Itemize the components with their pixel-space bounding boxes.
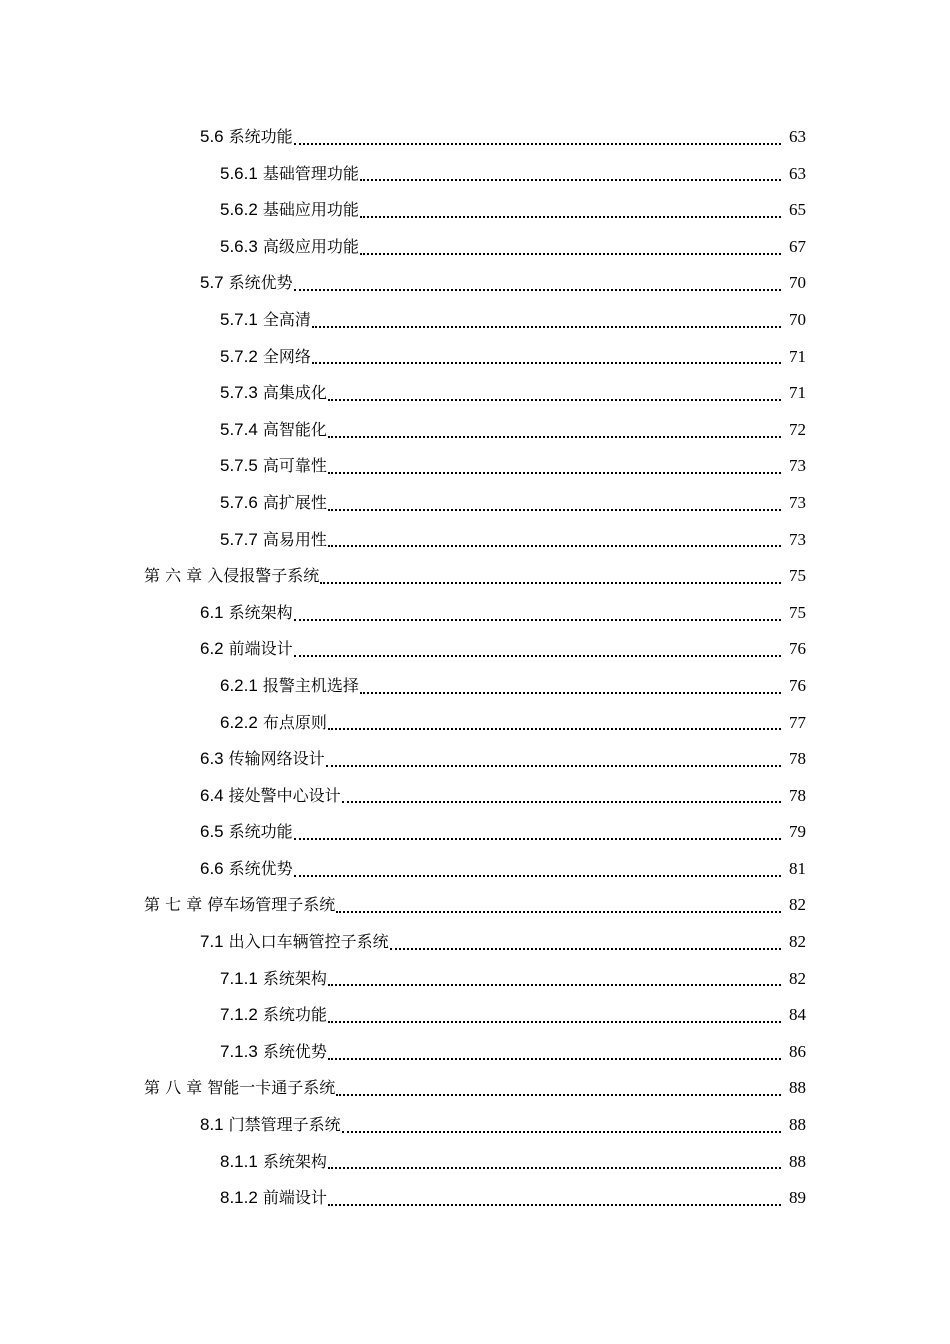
toc-dot-leader (320, 581, 781, 584)
toc-entry-label (200, 595, 293, 632)
toc-entry[interactable] (0, 375, 950, 412)
toc-entry-line (220, 522, 950, 559)
toc-entry-line (144, 887, 950, 924)
toc-dot-leader (360, 691, 781, 694)
toc-entry-line (220, 1144, 950, 1181)
toc-dot-leader (328, 983, 781, 986)
toc-entry[interactable] (0, 522, 950, 559)
toc-page-number: 78 (789, 785, 806, 805)
toc-entry-label (200, 851, 293, 888)
toc-entry[interactable] (0, 1107, 950, 1144)
toc-entry-line (220, 192, 950, 229)
toc-entry-label (220, 412, 327, 449)
toc-entry-line (220, 448, 950, 485)
toc-entry-label (200, 814, 293, 851)
toc-entry-title: 高智能化 (262, 419, 327, 439)
toc-entry-title: 系统功能 (228, 127, 293, 146)
toc-entry-label (220, 522, 327, 559)
toc-chapter-entry[interactable] (0, 1070, 950, 1107)
toc-page-number: 88 (789, 1151, 806, 1171)
toc-dot-leader (336, 910, 781, 913)
toc-chapter-title: 第 七 章 停车场管理子系统 (144, 895, 336, 915)
toc-page-number: 84 (789, 1005, 806, 1025)
toc-entry-line (220, 997, 950, 1034)
toc-entry-label (220, 375, 327, 412)
toc-entry-number: 5.7.1 (220, 309, 258, 329)
toc-entry-label (144, 558, 319, 595)
toc-entry-line (200, 1107, 950, 1144)
toc-chapter-title: 第 八 章 智能一卡通子系统 (144, 1078, 336, 1098)
toc-entry-title: 高集成化 (262, 383, 327, 403)
toc-chapter-entry[interactable] (0, 558, 950, 595)
toc-dot-leader (328, 1203, 781, 1206)
toc-entry[interactable] (0, 412, 950, 449)
toc-entry[interactable] (0, 741, 950, 778)
toc-entry[interactable] (0, 192, 950, 229)
toc-entry-label (220, 1180, 327, 1217)
toc-entry[interactable] (0, 339, 950, 376)
toc-entry-number: 7.1.1 (220, 968, 258, 988)
toc-dot-leader (328, 508, 781, 511)
toc-entry-title: 高可靠性 (262, 456, 327, 476)
toc-entry-title: 传输网络设计 (228, 749, 325, 769)
toc-entry-title: 全高清 (262, 309, 311, 329)
toc-entry-number: 5.6.3 (220, 236, 258, 256)
toc-entry-line (220, 156, 950, 193)
toc-entry-label (200, 1107, 341, 1144)
toc-entry-label (220, 229, 359, 266)
toc-entry-line (144, 1070, 950, 1107)
toc-entry-label (220, 668, 359, 705)
toc-page-number: 70 (789, 309, 806, 329)
toc-entry-title: 出入口车辆管控子系统 (228, 932, 389, 952)
toc-entry[interactable] (0, 595, 950, 632)
toc-dot-leader (294, 288, 781, 291)
toc-entry-line (200, 595, 950, 632)
toc-entry-number: 8.1.2 (220, 1188, 258, 1208)
toc-dot-leader (328, 398, 781, 401)
toc-entry-title: 门禁管理子系统 (228, 1115, 341, 1135)
toc-entry-line (220, 339, 950, 376)
toc-page-number: 63 (789, 163, 806, 183)
toc-dot-leader (360, 215, 781, 218)
toc-entry-number: 8.1.1 (220, 1151, 258, 1171)
toc-entry-title: 基础应用功能 (262, 200, 359, 220)
toc-entry[interactable] (0, 265, 950, 302)
toc-entry-number: 7.1.3 (220, 1041, 258, 1061)
toc-entry-line (220, 668, 950, 705)
toc-chapter-entry[interactable] (0, 887, 950, 924)
toc-entry-line (200, 631, 950, 668)
toc-entry[interactable] (0, 229, 950, 266)
toc-entry-line (220, 485, 950, 522)
toc-entry-title: 前端设计 (228, 639, 293, 659)
toc-entry[interactable] (0, 814, 950, 851)
toc-entry-label (220, 156, 359, 193)
toc-entry-line (220, 302, 950, 339)
toc-page-number: 63 (789, 127, 806, 146)
toc-entry[interactable] (0, 961, 950, 998)
toc-entry-label (220, 448, 327, 485)
toc-entry-title: 接处警中心设计 (228, 785, 341, 805)
toc-page-number: 67 (789, 236, 806, 256)
toc-dot-leader (312, 361, 781, 364)
toc-entry-line (220, 1034, 950, 1071)
toc-dot-leader (328, 1166, 781, 1169)
toc-entry-label (220, 192, 359, 229)
toc-entry[interactable] (0, 485, 950, 522)
toc-entry[interactable] (0, 448, 950, 485)
toc-entry-number: 5.7.2 (220, 346, 258, 366)
toc-entry-number: 6.2 (200, 639, 224, 659)
toc-entry-label (220, 302, 311, 339)
toc-entry-line (200, 741, 950, 778)
toc-entry-line (200, 265, 950, 302)
toc-entry-label (200, 119, 293, 156)
toc-page-number: 75 (789, 566, 806, 586)
toc-entry-number: 6.4 (200, 785, 224, 805)
toc-dot-leader (312, 325, 781, 328)
toc-entry-label (200, 265, 293, 302)
toc-dot-leader (294, 618, 781, 621)
toc-page-number: 73 (789, 456, 806, 476)
toc-entry-line (220, 375, 950, 412)
toc-entry[interactable] (0, 778, 950, 815)
toc-page-number: 72 (789, 419, 806, 439)
toc-entry-number: 5.7.6 (220, 492, 258, 512)
toc-dot-leader (342, 800, 781, 803)
toc-dot-leader (342, 1130, 781, 1133)
toc-dot-leader (360, 178, 781, 181)
toc-entry-line (200, 814, 950, 851)
toc-page-number: 82 (789, 932, 806, 952)
toc-entry-label (220, 485, 327, 522)
toc-page-number: 86 (789, 1041, 806, 1061)
toc-entry-line (220, 705, 950, 742)
toc-entry-label (200, 741, 325, 778)
toc-dot-leader (336, 1093, 781, 1096)
toc-entry-number: 5.6 (200, 127, 224, 146)
toc-dot-leader (328, 544, 781, 547)
toc-entry-label (200, 631, 293, 668)
toc-entry-title: 系统架构 (262, 1151, 327, 1171)
toc-page-number: 89 (789, 1188, 806, 1208)
toc-dot-leader (328, 1057, 781, 1060)
toc-page-number: 75 (789, 602, 806, 622)
toc-dot-leader (390, 947, 781, 950)
toc-entry-label (200, 778, 341, 815)
toc-entry-number: 8.1 (200, 1115, 224, 1135)
toc-entry-number: 7.1 (200, 932, 224, 952)
toc-dot-leader (328, 471, 781, 474)
toc-entry-title: 系统架构 (262, 968, 327, 988)
toc-entry[interactable] (0, 668, 950, 705)
toc-dot-leader (328, 727, 781, 730)
toc-page-number: 76 (789, 675, 806, 695)
toc-page-number: 82 (789, 968, 806, 988)
toc-entry-title: 系统优势 (262, 1041, 327, 1061)
toc-entry-number: 6.6 (200, 858, 224, 878)
toc-page-number: 70 (789, 273, 806, 293)
toc-entry-title: 高易用性 (262, 529, 327, 549)
toc-entry-title: 基础管理功能 (262, 163, 359, 183)
toc-entry[interactable] (0, 1180, 950, 1217)
toc-entry-number: 5.7.7 (220, 529, 258, 549)
table-of-contents (0, 119, 950, 1217)
toc-entry[interactable] (0, 119, 950, 156)
toc-entry-label (144, 887, 335, 924)
toc-entry[interactable] (0, 997, 950, 1034)
toc-dot-leader (328, 1020, 781, 1023)
toc-entry-title: 系统架构 (228, 602, 293, 622)
toc-entry-number: 7.1.2 (220, 1005, 258, 1025)
toc-page-number: 82 (789, 895, 806, 915)
toc-entry-line (220, 961, 950, 998)
toc-entry-number: 6.1 (200, 602, 224, 622)
toc-entry-line (200, 119, 950, 156)
toc-entry-title: 报警主机选择 (262, 675, 359, 695)
toc-entry-title: 高级应用功能 (262, 236, 359, 256)
toc-entry-number: 6.5 (200, 822, 224, 842)
toc-entry-line (220, 229, 950, 266)
toc-page-number: 77 (789, 712, 806, 732)
toc-page-number: 71 (789, 346, 806, 366)
toc-entry-number: 5.7.4 (220, 419, 258, 439)
toc-entry-number: 6.3 (200, 749, 224, 769)
toc-entry[interactable] (0, 302, 950, 339)
toc-entry[interactable] (0, 631, 950, 668)
toc-page-number: 65 (789, 200, 806, 220)
toc-page-number: 73 (789, 492, 806, 512)
toc-page-number: 71 (789, 383, 806, 403)
toc-page-number: 88 (789, 1078, 806, 1098)
toc-entry-label (200, 924, 389, 961)
toc-entry-number: 5.7.3 (220, 383, 258, 403)
toc-entry[interactable] (0, 156, 950, 193)
toc-chapter-title: 第 六 章 入侵报警子系统 (144, 566, 320, 586)
toc-entry-label (220, 705, 327, 742)
toc-page-number: 76 (789, 639, 806, 659)
toc-entry-title: 布点原则 (262, 712, 327, 732)
toc-entry[interactable] (0, 1144, 950, 1181)
toc-entry-label (220, 1144, 327, 1181)
toc-entry-label (144, 1070, 335, 1107)
toc-page-number: 88 (789, 1115, 806, 1135)
toc-entry-label (220, 997, 327, 1034)
toc-page-number: 78 (789, 749, 806, 769)
toc-entry-title: 高扩展性 (262, 492, 327, 512)
toc-entry[interactable] (0, 851, 950, 888)
toc-entry-line (200, 851, 950, 888)
toc-entry[interactable] (0, 1034, 950, 1071)
toc-page-number: 73 (789, 529, 806, 549)
toc-entry-number: 5.6.1 (220, 163, 258, 183)
toc-dot-leader (360, 252, 781, 255)
toc-entry-line (200, 778, 950, 815)
toc-entry-line (220, 1180, 950, 1217)
toc-entry-number: 5.7 (200, 273, 224, 293)
toc-entry-title: 系统功能 (262, 1005, 327, 1025)
toc-entry-line (200, 924, 950, 961)
toc-entry-label (220, 1034, 327, 1071)
toc-entry[interactable] (0, 924, 950, 961)
toc-dot-leader (294, 874, 781, 877)
toc-entry-label (220, 961, 327, 998)
toc-entry-number: 5.6.2 (220, 200, 258, 220)
toc-entry-title: 系统优势 (228, 273, 293, 293)
toc-entry-line (220, 412, 950, 449)
toc-entry-number: 6.2.2 (220, 712, 258, 732)
toc-page-number: 81 (789, 858, 806, 878)
toc-entry-number: 6.2.1 (220, 675, 258, 695)
toc-dot-leader (328, 435, 781, 438)
toc-page-number: 79 (789, 822, 806, 842)
toc-dot-leader (294, 142, 781, 145)
toc-entry-title: 前端设计 (262, 1188, 327, 1208)
toc-dot-leader (326, 764, 781, 767)
toc-dot-leader (294, 837, 781, 840)
toc-entry-title: 系统优势 (228, 858, 293, 878)
toc-entry-label (220, 339, 311, 376)
toc-dot-leader (294, 654, 781, 657)
toc-entry[interactable] (0, 705, 950, 742)
toc-entry-line (144, 558, 950, 595)
toc-entry-title: 全网络 (262, 346, 311, 366)
toc-entry-title: 系统功能 (228, 822, 293, 842)
toc-entry-number: 5.7.5 (220, 456, 258, 476)
